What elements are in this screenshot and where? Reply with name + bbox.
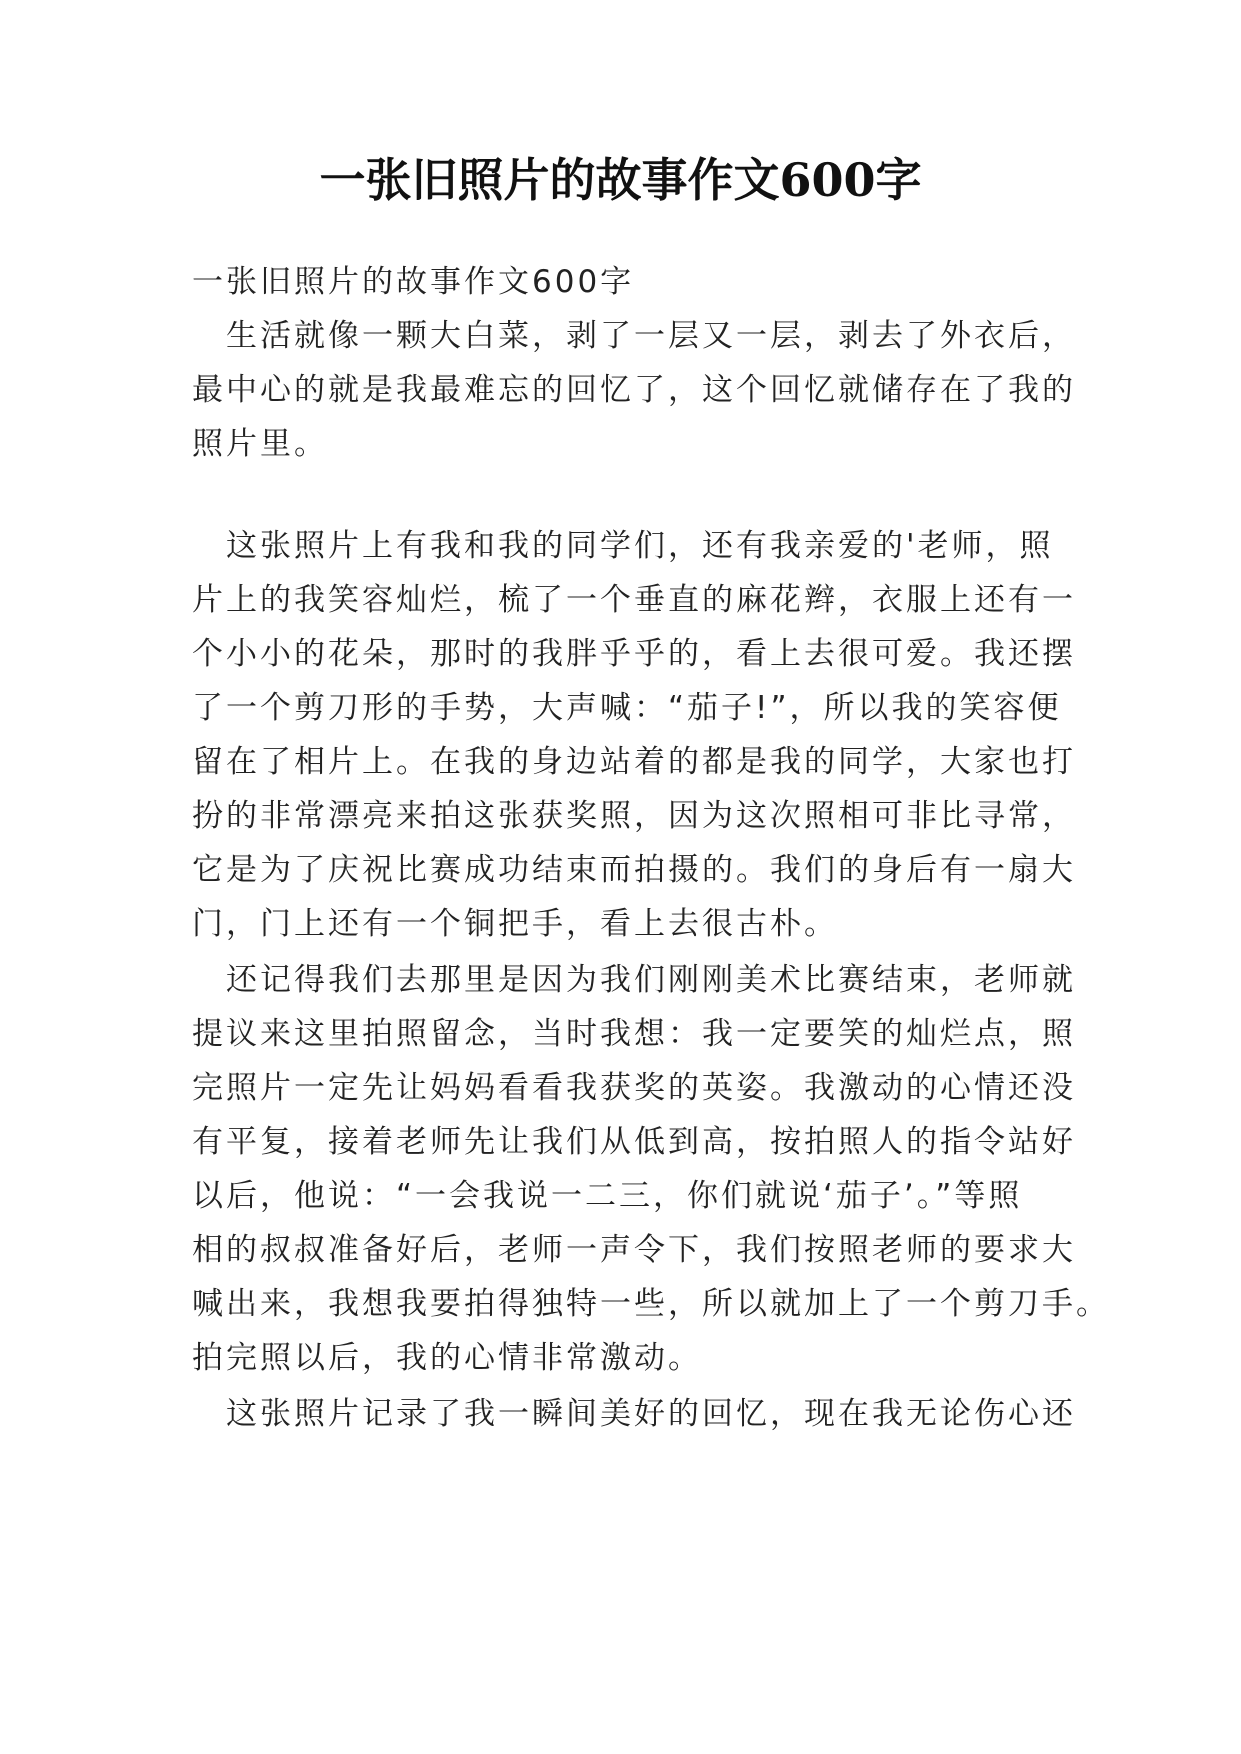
paragraph-3-line-3: 完照片一定先让妈妈看看我获奖的英姿。我激动的心情还没 (192, 1070, 1076, 1106)
paragraph-3-line-2: 提议来这里拍照留念，当时我想：我一定要笑的灿烂点，照 (192, 1016, 1076, 1052)
paragraph-4-line-1: 这张照片记录了我一瞬间美好的回忆，现在我无论伤心还 (192, 1396, 1076, 1432)
document-subtitle: 一张旧照片的故事作文600字 (192, 264, 635, 300)
paragraph-2-line-1: 这张照片上有我和我的同学们，还有我亲爱的'老师，照 (192, 528, 1054, 564)
paragraph-1-line-1: 生活就像一颗大白菜，剥了一层又一层，剥去了外衣后， (192, 318, 1076, 354)
paragraph-1-line-3: 照片里。 (192, 426, 328, 462)
paragraph-3-line-6: 相的叔叔准备好后，老师一声令下，我们按照老师的要求大 (192, 1232, 1076, 1268)
paragraph-2-line-8: 门，门上还有一个铜把手，看上去很古朴。 (192, 906, 838, 942)
document-title: 一张旧照片的故事作文600字 (319, 153, 922, 207)
paragraph-2-line-2: 片上的我笑容灿烂，梳了一个垂直的麻花辫，衣服上还有一 (192, 582, 1076, 618)
paragraph-3-line-4: 有平复，接着老师先让我们从低到高，按拍照人的指令站好 (192, 1124, 1076, 1160)
paragraph-2-line-7: 它是为了庆祝比赛成功结束而拍摄的。我们的身后有一扇大 (192, 852, 1076, 888)
paragraph-2-line-5: 留在了相片上。在我的身边站着的都是我的同学，大家也打 (192, 744, 1076, 780)
paragraph-2-line-4: 了一个剪刀形的手势，大声喊：“茄子!”，所以我的笑容便 (192, 690, 1062, 726)
paragraph-3-line-8: 拍完照以后，我的心情非常激动。 (192, 1340, 702, 1376)
paragraph-3-line-1: 还记得我们去那里是因为我们刚刚美术比赛结束，老师就 (192, 962, 1076, 998)
paragraph-1-line-2: 最中心的就是我最难忘的回忆了，这个回忆就储存在了我的 (192, 372, 1076, 408)
paragraph-3-line-7: 喊出来，我想我要拍得独特一些，所以就加上了一个剪刀手。 (192, 1286, 1110, 1322)
paragraph-2-line-3: 个小小的花朵，那时的我胖乎乎的，看上去很可爱。我还摆 (192, 636, 1076, 672)
paragraph-3-line-5: 以后，他说：“一会我说一二三，你们就说‘茄子’。”等照 (192, 1178, 1023, 1214)
paragraph-2-line-6: 扮的非常漂亮来拍这张获奖照，因为这次照相可非比寻常， (192, 798, 1076, 834)
